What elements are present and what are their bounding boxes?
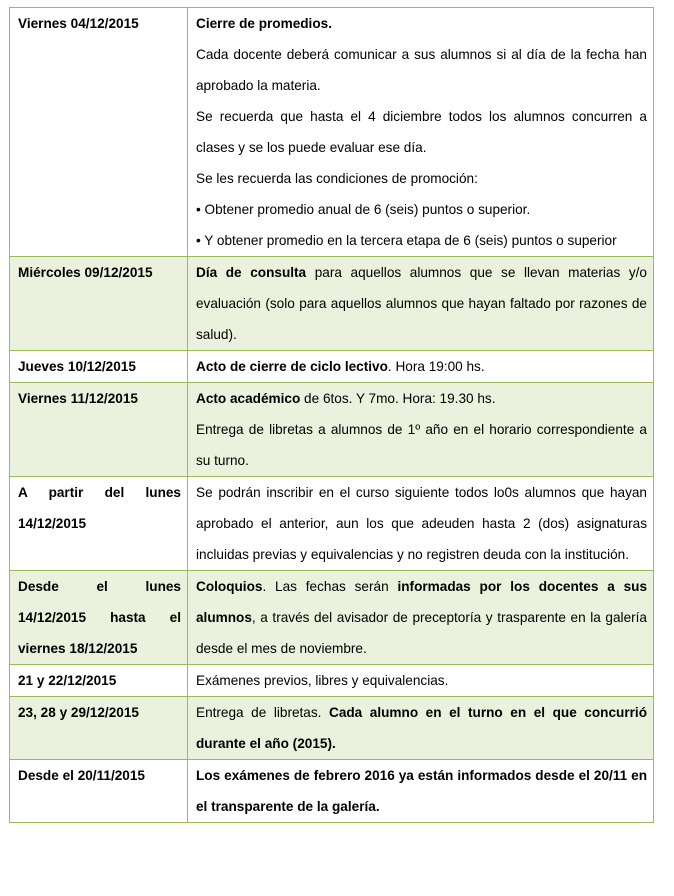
date-cell [10,760,188,823]
paragraph: Se les recuerda las condiciones de promoción: [196,171,478,186]
table-row [10,8,654,257]
table-row [10,571,654,665]
date-text: Miércoles 09/12/2015 [18,265,153,280]
table-row [10,697,654,760]
description-text: Entrega de libretas. [196,705,329,720]
date-cell [10,477,188,571]
description-cell [188,697,654,760]
table-row [10,257,654,351]
description-cell [188,760,654,823]
date-text: Viernes 04/12/2015 [18,16,139,31]
emphasis-text: informadas por los docentes a sus alumnos [196,579,648,625]
description-cell [188,571,654,665]
date-text: Desde el lunes [18,579,181,594]
description-text: , a través del avisador de preceptoría y trasparente en la galería desde el mes de noviembre. [196,610,647,656]
paragraph: Se recuerda que hasta el 4 diciembre todos los alumnos concurren a clases y se los puede evaluar ese día. [196,109,647,155]
description-cell [188,665,654,697]
table-row [10,665,654,697]
table-row [10,477,654,571]
description-text: para aquellos alumnos que se llevan materias y/o evaluación (solo para aquellos alumnos que hayan faltado por razones de salud). [196,265,647,342]
description-cell [188,351,654,383]
date-text: 21 y 22/12/2015 [18,673,117,688]
date-cell [10,665,188,697]
paragraph: Cada docente deberá comunicar a sus alumnos si al día de la fecha han aprobado la materia. [196,47,647,93]
description-cell [188,8,654,257]
description-cell [188,477,654,571]
date-cell [10,351,188,383]
description-cell [188,383,654,477]
emphasis-text: Acto académico [196,391,301,406]
emphasis-text: Acto de cierre de ciclo lectivo [196,359,388,374]
table-row [10,351,654,383]
date-text: 14/12/2015 [18,516,87,531]
emphasis-text: Los exámenes de febrero 2016 ya están informados desde el 20/11 en el transparente de la galería. [196,768,647,814]
row-title: Cierre de promedios. [196,16,332,31]
date-cell [10,697,188,760]
emphasis-text: Día de consulta [196,265,307,280]
description-cell [188,257,654,351]
bullet-item: • Y obtener promedio en la tercera etapa de 6 (seis) puntos o superior [196,233,617,248]
description-text: . Hora 19:00 hs. [387,359,485,374]
date-text: Jueves 10/12/2015 [18,359,136,374]
date-text: viernes 18/12/2015 [18,641,138,656]
date-cell [10,571,188,665]
description-text: . Las fechas serán [262,579,398,594]
date-text: Desde el 20/11/2015 [18,768,145,783]
emphasis-text: Coloquios [196,579,263,594]
description-text: Exámenes previos, libres y equivalencias. [196,673,449,688]
bullet-item: • Obtener promedio anual de 6 (seis) puntos o superior. [196,202,531,217]
date-text: 14/12/2015 hasta el [18,610,181,625]
date-text: Viernes 11/12/2015 [18,391,138,406]
date-cell [10,8,188,257]
date-text: A partir del lunes [18,485,181,500]
description-text: Se podrán inscribir en el curso siguiente todos lo0s alumnos que hayan aprobado el anterior, aun los que adeuden hasta 2 (dos) asignaturas incluidas previas y equivalencias y no registren deuda con la institución. [196,485,647,562]
date-cell [10,383,188,477]
emphasis-text: Cada alumno en el turno en el que concurrió durante el año (2015). [196,705,647,751]
table-row [10,760,654,823]
description-text: de 6tos. Y 7mo. Hora: 19.30 hs. [300,391,496,406]
schedule-table [9,7,654,823]
table-row [10,383,654,477]
date-text: 23, 28 y 29/12/2015 [18,705,139,720]
paragraph: Entrega de libretas a alumnos de 1º año en el horario correspondiente a su turno. [196,422,647,468]
date-cell [10,257,188,351]
